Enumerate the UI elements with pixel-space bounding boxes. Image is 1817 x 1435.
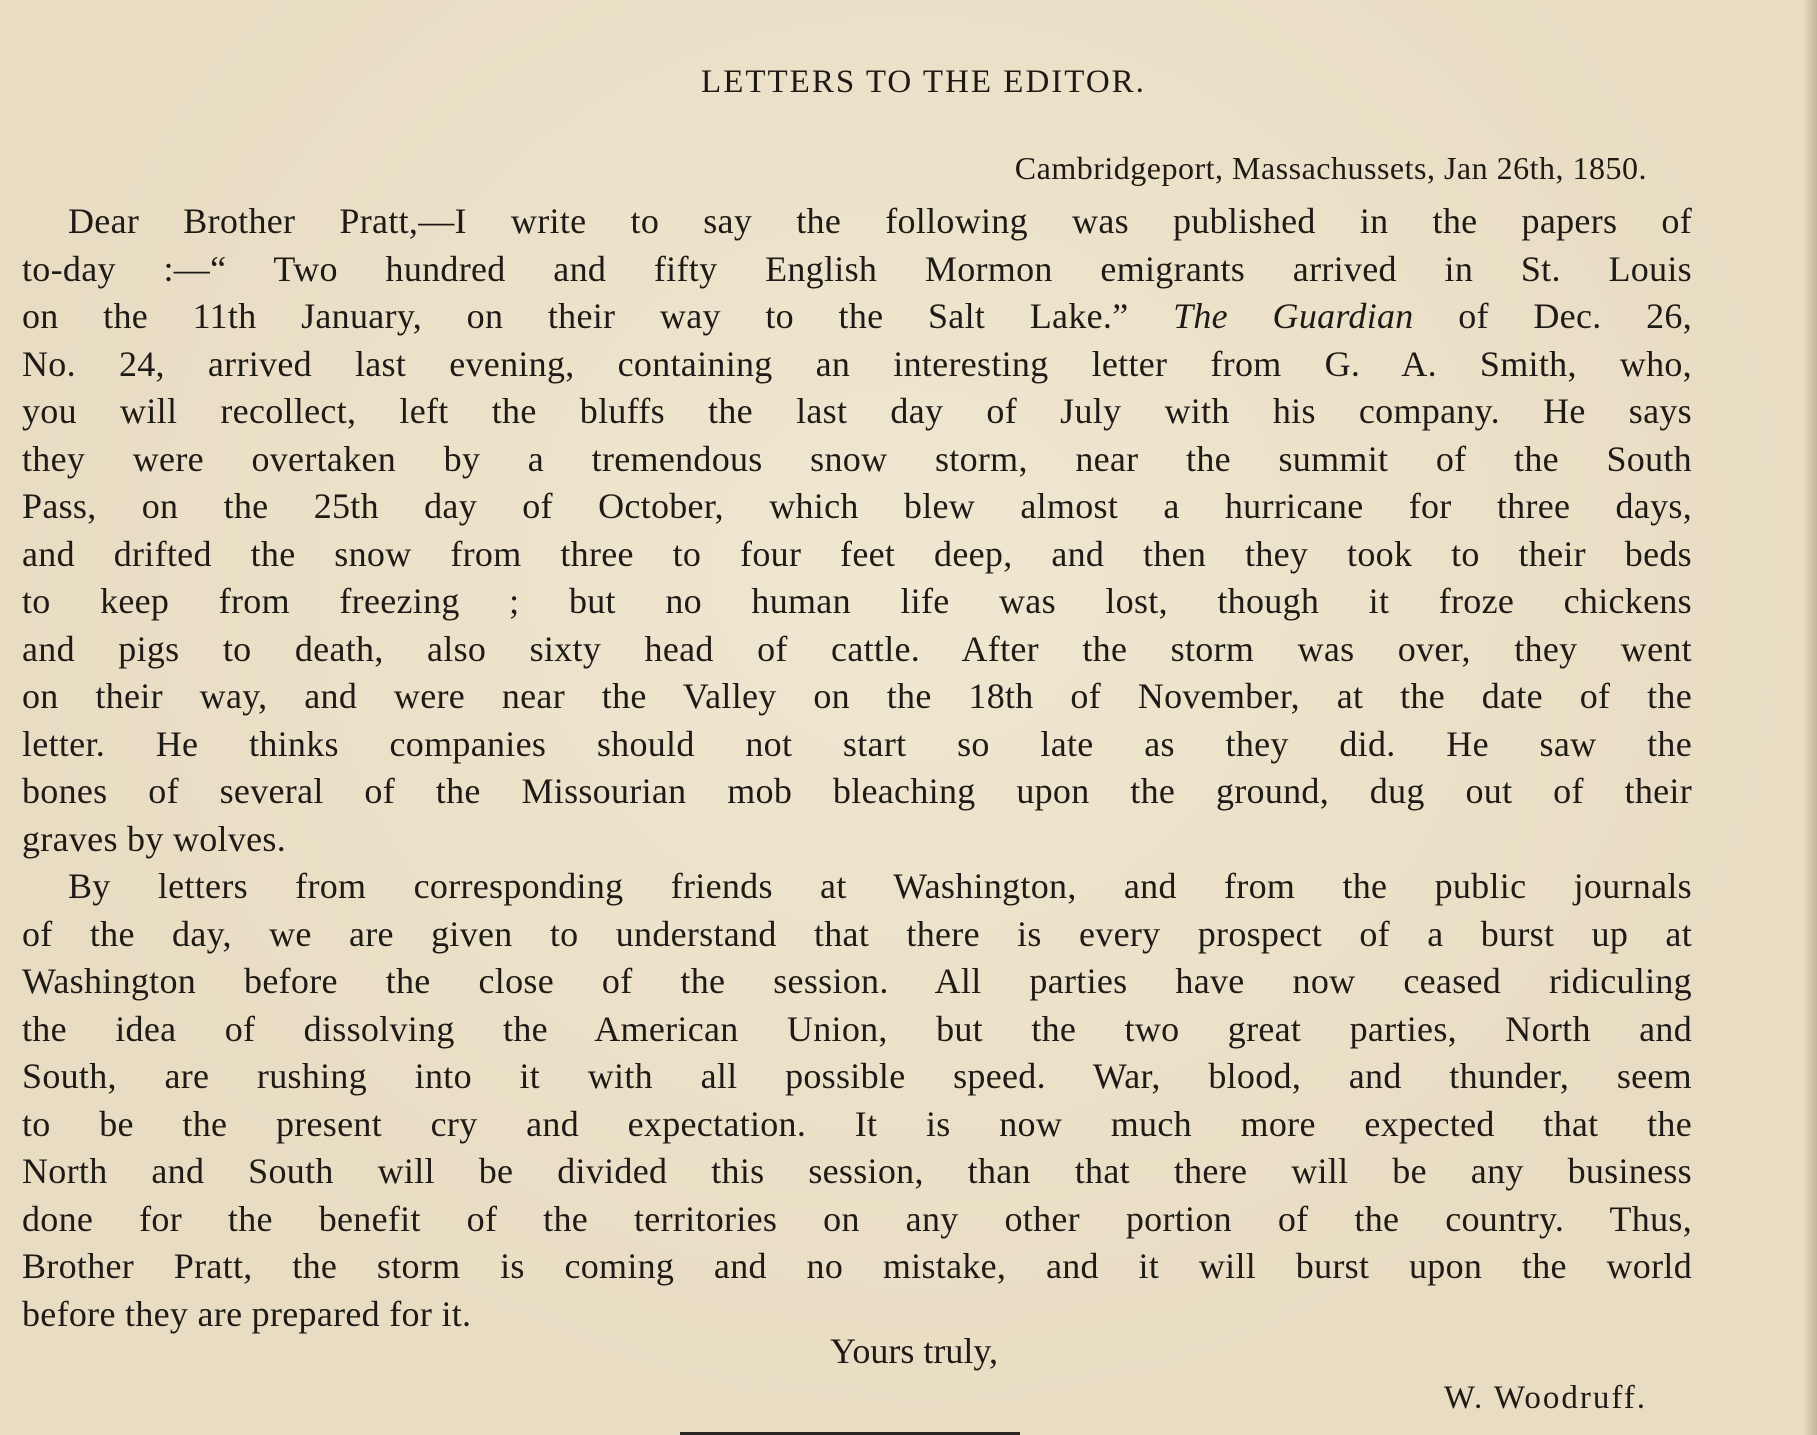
letter-signature: W. Woodruff. [1443,1380,1647,1416]
letter-closing: Yours truly, [830,1331,999,1371]
section-heading: LETTERS TO THE EDITOR. [701,64,1146,100]
text-line: and drifted the snow from three to four feet deep, and then they took to their beds [22,533,1692,574]
text-line: before they are prepared for it. [22,1293,472,1334]
text-line: bones of several of the Missourian mob bleaching upon the ground, dug out of their [22,771,1692,811]
text-line: done for the benefit of the territories on any other portion of the country. Thus, [22,1198,1692,1239]
newspaper-title: The Guardian [1173,296,1414,336]
text-line: letter. He thinks companies should not start so late as they did. He saw the [22,723,1692,764]
text-line: Dear Brother Pratt,—I write to say the following was published in the papers of [68,201,1692,241]
text-line: to be the present cry and expectation. It is now much more expected that the [22,1103,1692,1144]
text-line: and pigs to death, also sixty head of cattle. After the storm was over, they went [22,628,1692,669]
text-line: North and South will be divided this session, than that there will be any business [22,1151,1692,1191]
text-line: graves by wolves. [22,818,287,859]
text-line: By letters from corresponding friends at Washington, and from the public journals [68,866,1692,906]
text-line: on the 11th January, on their way to the Salt Lake.” The Guardian of Dec. 26, [22,296,1692,336]
text-line: they were overtaken by a tremendous snow storm, near the summit of the South [22,438,1692,479]
text-line: you will recollect, left the bluffs the last day of July with his company. He says [22,391,1692,431]
letter-body [22,198,1692,1338]
text-line: on their way, and were near the Valley on the 18th of November, at the date of the [22,676,1692,716]
text-line: No. 24, arrived last evening, containing an interesting letter from G. A. Smith, who, [22,343,1692,384]
text-line: of the day, we are given to understand that there is every prospect of a burst up at [22,913,1692,954]
letter-dateline: Cambridgeport, Massachussets, Jan 26th, 1850. [1014,150,1647,186]
text-line: South, are rushing into it with all possible speed. War, blood, and thunder, seem [22,1056,1692,1096]
text-line: the idea of dissolving the American Union, but the two great parties, North and [22,1008,1692,1049]
text-line: Pass, on the 25th day of October, which blew almost a hurricane for three days, [22,486,1692,526]
text-line: Washington before the close of the session. All parties have now ceased ridiculing [22,961,1692,1001]
page-edge-shadow [1803,0,1817,1435]
text-line: to-day :—“ Two hundred and fifty English Mormon emigrants arrived in St. Louis [22,248,1692,289]
text-line: to keep from freezing ; but no human life was lost, though it froze chickens [22,581,1692,621]
text-line: Brother Pratt, the storm is coming and no mistake, and it will burst upon the world [22,1246,1692,1286]
